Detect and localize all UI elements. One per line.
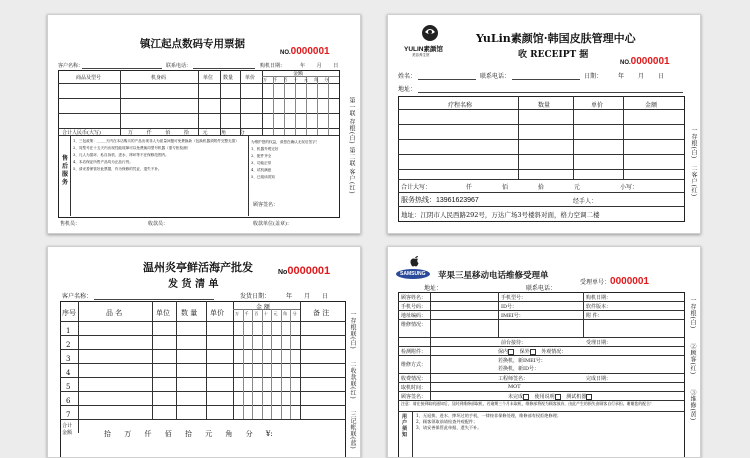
form-title: YuLin素颜馆·韩国皮肤管理中心 xyxy=(476,32,636,45)
in-warranty-checkbox[interactable] xyxy=(508,349,514,355)
row-numbers: 1 2 3 4 5 6 7 xyxy=(66,327,71,419)
yulin-logo xyxy=(400,23,460,59)
hotline-number: 13961623967 xyxy=(436,197,479,204)
no-label: No xyxy=(278,269,288,276)
col-qty: 数量 xyxy=(223,75,234,81)
date-units: 年 月 日 xyxy=(286,293,329,300)
result-options: 未完成 使用说明 测试机器 xyxy=(508,393,592,400)
day-unit: 日 xyxy=(333,63,340,69)
samsung-logo: SAMSUNG xyxy=(396,269,430,279)
side-copy-1: 第一联 存根(白) xyxy=(348,97,355,145)
col-goods: 商品及型号 xyxy=(76,75,102,81)
side-copy-3: ③维修(黄) xyxy=(689,389,696,421)
receipt-number: 0000001 xyxy=(290,46,330,57)
side-copy-2: 第二联 客户(红) xyxy=(348,147,355,195)
accept-label: 受理单号： xyxy=(580,279,611,286)
logo-text: YULIN素颜馆 xyxy=(404,46,443,53)
total-units: 仟 佰 拾 元 xyxy=(466,184,580,191)
clauses-list: 1、无退换、进水、摔坏过的手机，一律按非保修处理，维修部有权拒绝修理； 2、顾客领取前请检查外观配件； 3、请妥善保管此单据，遗失不补。 xyxy=(416,413,562,430)
col-price: 单价 xyxy=(210,309,224,317)
receipt-number: 0000001 xyxy=(630,56,670,67)
seller-label: 售机员： xyxy=(60,221,81,227)
no-label: NO. xyxy=(620,60,631,66)
row-labels-col2: 手机型号： ID号： IMEI号： xyxy=(501,295,527,319)
month-unit: 月 xyxy=(316,63,323,69)
col-qty: 数 量 xyxy=(181,309,198,317)
date-label: 日期： xyxy=(584,73,603,80)
form-subtitle: 收 RECEIPT 据 xyxy=(518,50,589,60)
front-desk-label: 前台接待： xyxy=(501,340,527,346)
clauses-heading: 用户须知 xyxy=(402,414,408,438)
col-qty: 数量 xyxy=(538,102,551,109)
customer-sign-label: 顾客签名： xyxy=(401,394,427,400)
side-copy-2: ②顾客(红) xyxy=(689,343,696,375)
total-units: 万 仟 佰 拾 元 角 分 xyxy=(128,130,245,136)
col-remark: 备 注 xyxy=(313,309,330,317)
row-labels-col1: 顾客姓名： 手机号码： 地址编码： 维修情况： xyxy=(401,295,427,328)
pickup-notice: 注意：请在接到取机通知后，及时到维修部取机，若逾期三个月未取机，维修部将视为顾客放弃，由此产生的损失由顾客自行承担。谢谢您的配合！ xyxy=(401,401,654,406)
customer-label: 客户名称： xyxy=(58,63,84,69)
form-subtitle: 发 货 清 单 xyxy=(168,279,219,290)
form-title: 温州炎亭鲜活海产批发 xyxy=(143,261,253,274)
date-label: 购机日期： xyxy=(260,63,286,69)
year-unit: 年 xyxy=(300,63,307,69)
address-label: 地址： xyxy=(424,285,443,292)
shop-label: 收款单位(盖章)： xyxy=(253,221,292,227)
shop-address: 地址：江阴市人民西路292号，万达广场3号楼斜对面，格力空调二楼 xyxy=(401,211,600,219)
side-copy-1: 一存根(白) xyxy=(690,127,697,159)
name-label: 姓名： xyxy=(398,73,417,80)
service-heading: 售后服务 xyxy=(62,155,69,186)
zhenjiang-receipt xyxy=(47,14,361,234)
repair-order xyxy=(387,246,701,458)
small-label: 小写： xyxy=(620,184,639,191)
repair-options: 若换机，新IMEI号： 若换机，新ID号： xyxy=(498,358,546,372)
fee-label: 收费情况： xyxy=(401,376,427,382)
col-price: 单价 xyxy=(591,102,604,109)
col-treatment: 疗程名称 xyxy=(448,102,473,109)
side-copy-2: 二客户(红) xyxy=(690,165,697,197)
yulin-receipt xyxy=(387,14,701,234)
logo-sub: 美容养生馆 xyxy=(412,53,430,57)
col-amount: 金额 xyxy=(645,102,658,109)
total-label: 合计金额 xyxy=(62,423,73,436)
no-label: NO. xyxy=(280,50,291,56)
receipt-number: 0000001 xyxy=(610,276,649,287)
receipt-number: 0000001 xyxy=(287,265,331,277)
row-labels-col3: 购机日期： 软件版本： 附 件： xyxy=(586,295,612,319)
hotline-label: 服务热线： xyxy=(401,196,436,204)
col-unit: 单位 xyxy=(203,75,214,81)
sign-label: 顾客签名： xyxy=(253,202,279,208)
side-copy-1: 一存根联(白) xyxy=(349,311,356,350)
inspect-options: 保内 保外 外观情况： xyxy=(498,349,567,355)
logo-mark-icon xyxy=(420,23,440,43)
side-copy-3: 三记帐联(蓝) xyxy=(349,411,356,450)
form-title: 苹果三星移动电话维修受理单 xyxy=(438,271,549,281)
wenzhou-invoice xyxy=(47,246,361,458)
cashier-label: 收款员： xyxy=(148,221,169,227)
pickup-label: 取机时间： xyxy=(401,385,427,391)
done-date-label: 完成日期： xyxy=(586,376,612,382)
form-title: 镇江起点数码专用票据 xyxy=(140,38,245,50)
side-copy-1: 一存根(白) xyxy=(689,297,696,329)
terms-list: 1、三包政策：_____天内在本店购买的产品出现非人为质量问题可免费换新（包换机器须附件完整无损） 2、同型号在十五天内出现性能故障可以免费换同型号机器（需专柜检测） 3、凡人为损坏、私自拆机、进水、摔坏等不在保修范围内。 4、本店保证所售产品均为正品行货。 5、请妥善保管好此票据，作为保修的凭证，遗失不补。 xyxy=(73,139,239,171)
total-units: 拾 万 仟 佰 拾 元 角 分 ¥: xyxy=(104,430,273,438)
mot-label: MOT xyxy=(508,384,521,390)
amount-digits: 万千百十元角分 xyxy=(263,77,335,82)
engineer-label: 工程师签名： xyxy=(498,376,529,382)
accept-date-label: 受理日期： xyxy=(586,340,612,346)
total-label: 合计大写： xyxy=(401,184,432,191)
date-units: 年 月 日 xyxy=(618,73,665,80)
unfinished-checkbox[interactable] xyxy=(523,394,529,400)
phone-label: 联系电话： xyxy=(166,63,192,69)
side-copy-2: 二收款联(红) xyxy=(349,361,356,400)
repair-table xyxy=(398,292,685,458)
signer-label: 经手人： xyxy=(573,198,598,205)
contact-label: 联系电话： xyxy=(526,285,557,292)
col-unit: 单位 xyxy=(156,309,170,317)
col-price: 单价 xyxy=(245,75,256,81)
date-label: 发货日期： xyxy=(240,293,271,300)
test-machine-checkbox[interactable] xyxy=(586,394,592,400)
customer-label: 客户名称： xyxy=(62,293,93,300)
address-label: 地址： xyxy=(398,86,417,93)
phone-label: 联系电话： xyxy=(480,73,511,80)
col-amount: 金额 xyxy=(293,71,304,77)
repair-label: 维修方式： xyxy=(401,362,427,368)
col-amount: 金 额 xyxy=(256,304,270,311)
col-index: 序号 xyxy=(62,309,76,317)
inspect-label: 检测附件： xyxy=(401,349,427,355)
instructions-checkbox[interactable] xyxy=(555,394,561,400)
amount-digits: 万千百十元角分 xyxy=(235,311,303,316)
col-serial: 机身码 xyxy=(151,75,167,81)
apple-logo-icon xyxy=(410,255,420,267)
col-name: 品 名 xyxy=(106,309,123,317)
out-warranty-checkbox[interactable] xyxy=(530,349,536,355)
total-label: 合计人民币(大写) xyxy=(62,130,101,136)
checklist: 为维护您的权益，请您在确认无误后签字！ 1、机器外观完好 2、配件齐全 3、功能正常 4、试机满意 5、已阅读须知 xyxy=(251,140,320,179)
